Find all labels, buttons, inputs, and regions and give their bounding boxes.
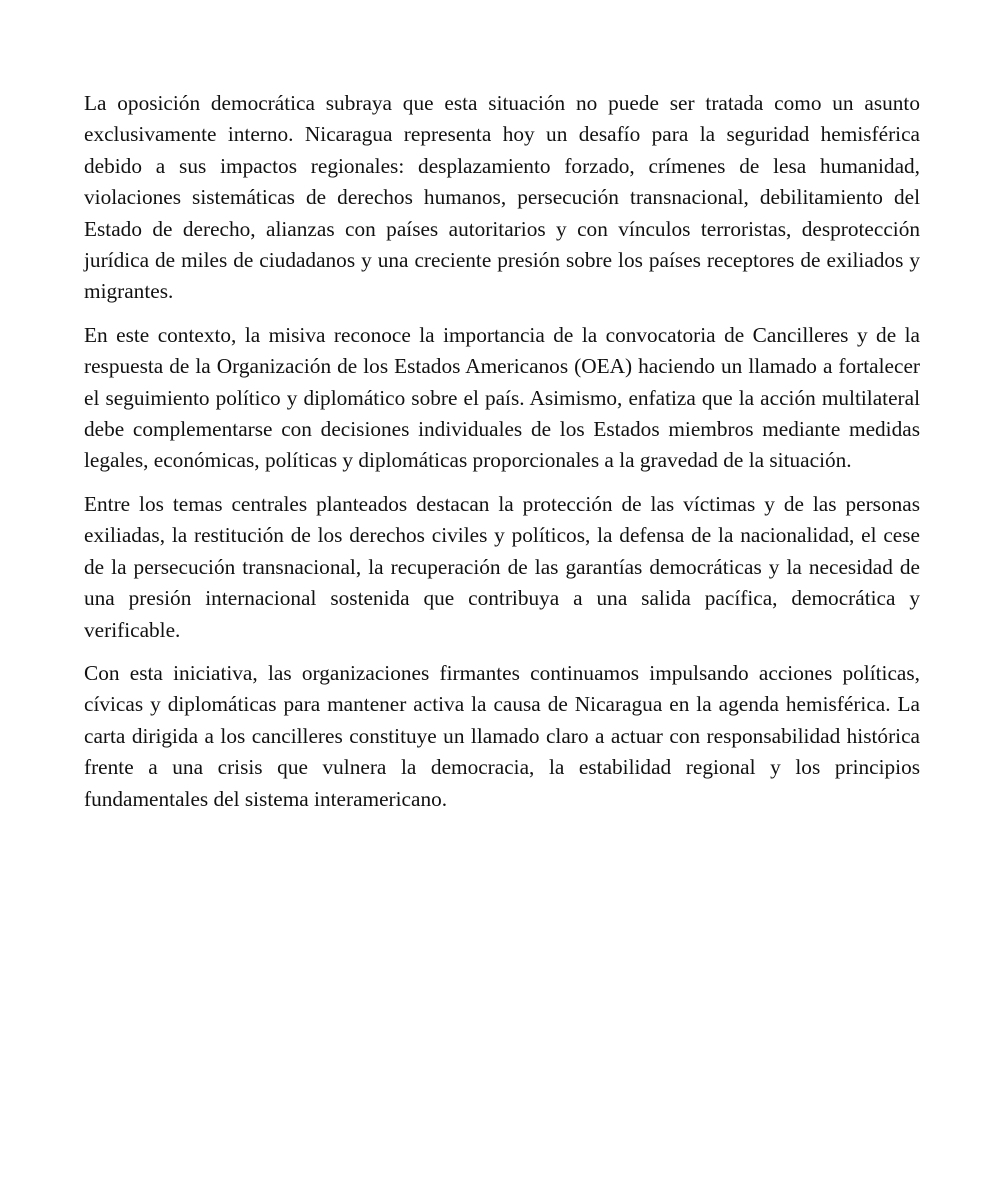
- paragraph-1: La oposición democrática subraya que esta situación no puede ser tratada como un asunto exclusivamente interno. Nicaragua representa hoy un desafío para la seguridad hemisférica debido a sus impactos regionales: desplazamiento forzado, crímenes de lesa humanidad, violaciones sistemáticas de derechos humanos, persecución transnacional, debilitamiento del Estado de derecho, alianzas con países autoritarios y con vínculos terroristas, desprotección jurídica de miles de ciudadanos y una creciente presión sobre los países receptores de exiliados y migrantes.: [84, 91, 920, 304]
- paragraph-4: Con esta iniciativa, las organizaciones firmantes continuamos impulsando acciones políticas, cívicas y diplomáticas para mantener activa la causa de Nicaragua en la agenda hemisférica. La carta dirigida a los cancilleres constituye un llamado claro a actuar con responsabilidad histórica frente a una crisis que vulnera la democracia, la estabilidad regional y los principios fundamentales del sistema interamericano.: [84, 660, 920, 811]
- document-body: [84, 88, 920, 827]
- paragraph-3: Entre los temas centrales planteados destacan la protección de las víctimas y de las personas exiliadas, la restitución de los derechos civiles y políticos, la defensa de la nacionalidad, el cese de la persecución transnacional, la recuperación de las garantías democráticas y la necesidad de una presión internacional sostenida que contribuya a una salida pacífica, democrática y verificable.: [84, 491, 920, 642]
- paragraph-2: En este contexto, la misiva reconoce la importancia de la convocatoria de Cancilleres y de la respuesta de la Organización de los Estados Americanos (OEA) haciendo un llamado a fortalecer el seguimiento político y diplomático sobre el país. Asimismo, enfatiza que la acción multilateral debe complementarse con decisiones individuales de los Estados miembros mediante medidas legales, económicas, políticas y diplomáticas proporcionales a la gravedad de la situación.: [84, 322, 920, 473]
